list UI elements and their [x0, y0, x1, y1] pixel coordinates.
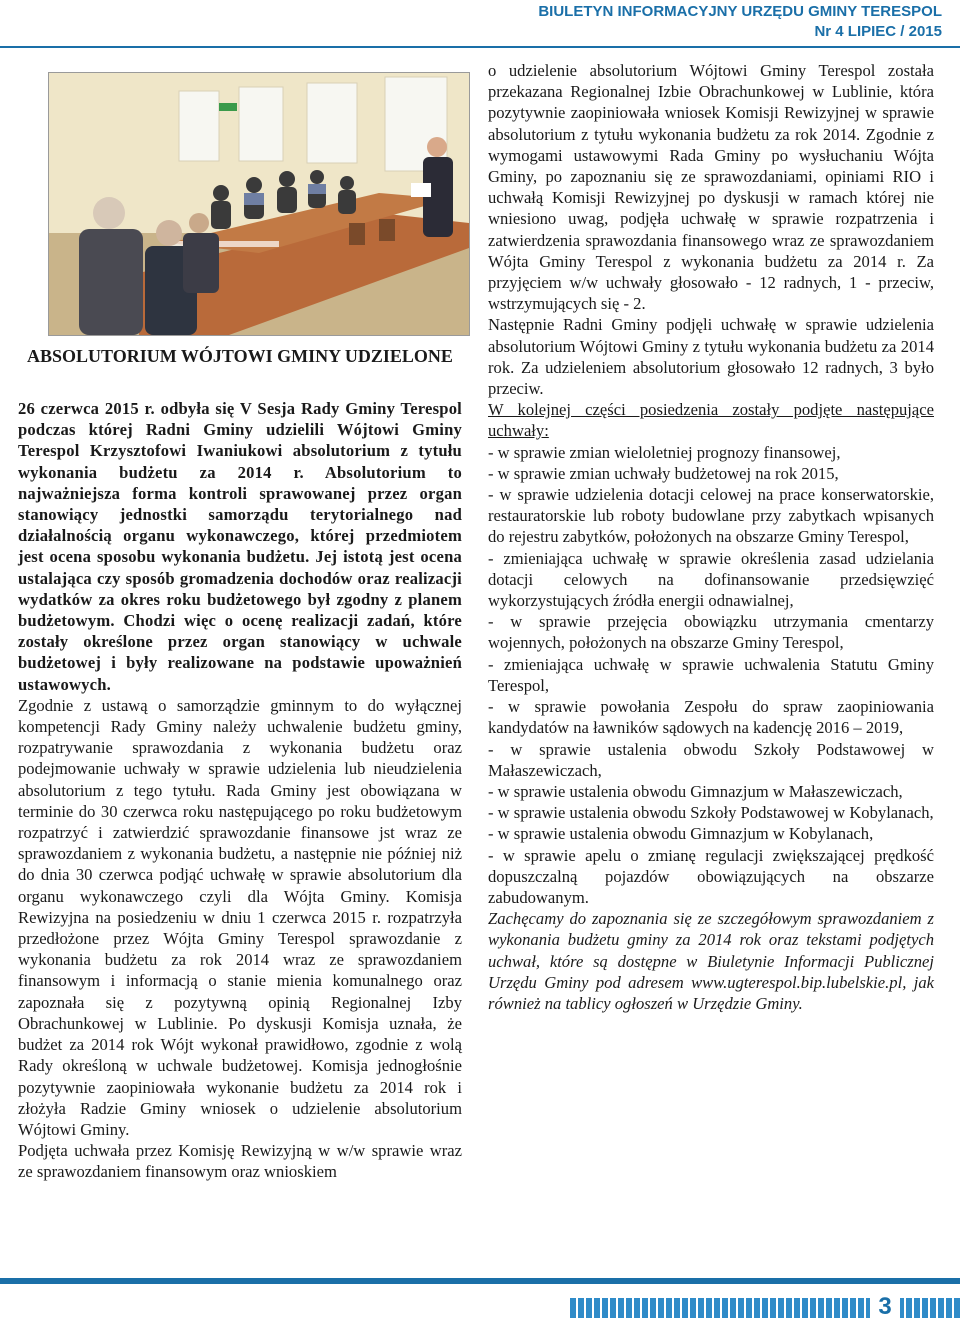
list-item: - w sprawie ustalenia obwodu Gimnazjum w Kobylanach, — [488, 824, 874, 844]
continued-paragraph: o udzielenie absolutorium Wójtowi Gminy Terespol została przekazana Regionalnej Izbie Obrachunkowej w Lublinie, która pozytywnie zaopiniowała wniosek Komisji Rewizyjnej w sprawie absolutorium z tytułu wykonania budżetu za rok 2014. Zgodnie z wymogami ustawowymi Rada Gminy po wysłuchaniu Wójta Gminy, po zapoznaniu się ze sprawozdaniami, opiniami RIO i uchwałą Komisji Rewizyjnej po dyskusji w ramach której nie wniesiono uwag, podjęła uchwałę w sprawie rozpatrzenia i zatwierdzenia sprawozdania finansowego wraz ze sprawozdaniem Wójta Gminy Terespol z wykonania budżetu za 2014 r. Za przyjęciem w/w uchwały głosowało - 12 radnych, 1 - przeciw, wstrzymujących się - 2. — [488, 61, 934, 314]
bulletin-title: BIULETYN INFORMACYJNY URZĘDU GMINY TERESPOL — [538, 3, 942, 20]
list-item: - w sprawie przejęcia obowiązku utrzymania cmentarzy wojennych, położonych na obszarze Gminy Terespol, — [488, 612, 934, 653]
footer-stripe — [570, 1298, 960, 1318]
body-paragraph-1: Zgodnie z ustawą o samorządzie gminnym to do wyłącznej kompetencji Rady Gminy należy uchwalenie budżetu gminy, rozpatrywanie sprawozdania z wykonania budżetu oraz podejmowanie uchwały w sprawie udzielenia lub nieudzielenia absolutorium z tego tytułu. Rada Gminy jest obowiązana w terminie do 30 czerwca roku następującego po roku budżetowym rozpatrzyć i zatwierdzić sprawozdanie finansowe jst wraz ze sprawozdaniem z wykonania budżetu, a następnie nie później niż do dnia 30 czerwca podjąć uchwałę w sprawie absolutorium dla organu wykonawczego czyli dla Wójta Gminy. Komisja Rewizyjna na posiedzeniu w dniu 1 czerwca 2015 r. rozpatrzyła przedłożone przez Wójta Gminy Terespol sprawozdanie z wykonania budżetu za rok 2014 wraz ze sprawozdaniem finansowym i informacją o stanie mienia komunalnego oraz zapoznała się z pozytywną opinią Regionalnej Izby Obrachunkowej w Lublinie. Po dyskusji Komisja uznała, że budżet za 2014 rok Wójt wykonał prawidłowo, zgodnie z wolą Rady określoną w uchwale budżetowej. Komisja jednogłośnie pozytywnie zaopiniowała wykonanie budżetu za 2014 rok i złożyła Radzie Gminy wniosek o udzielenie absolutorium Wójtowi Gminy. — [18, 695, 462, 1139]
list-item: - w sprawie zmian wieloletniej prognozy finansowej, — [488, 442, 841, 462]
page-number: 3 — [870, 1293, 900, 1321]
list-item: - w sprawie zmian uchwały budżetowej na rok 2015, — [488, 463, 839, 483]
resolutions-list — [488, 442, 934, 908]
session-photo — [48, 72, 470, 336]
header-rule — [0, 46, 960, 48]
list-item: - w sprawie powołania Zespołu do spraw zaopiniowania kandydatów na ławników sądowych na kadencję 2016 – 2019, — [488, 697, 934, 738]
bulletin-header — [538, 2, 942, 42]
list-item: - w sprawie ustalenia obwodu Szkoły Podstawowej w Małaszewiczach, — [488, 739, 934, 780]
closing-note: Zachęcamy do zapoznania się ze szczegółowym sprawozdaniem z wykonania budżetu gminy za 2014 rok oraz tekstami podjętych uchwał, które są dostępne w Biuletynie Informacji Publicznej Urzędu Gminy pod adresem www.ugterespol.bip.lubelskie.pl, jak również na tablicy ogłoszeń w Urzędzie Gminy. — [488, 909, 934, 1013]
absolutorium-paragraph: Następnie Radni Gminy podjęli uchwałę w sprawie udzielenia absolutorium Wójtowi Gminy z tytułu wykonania budżetu za 2014 rok. Za udzieleniem absolutorium głosowało 12 radnych, 3 było przeciw. — [488, 315, 934, 399]
right-column — [488, 60, 934, 1014]
list-item: - zmieniająca uchwałę w sprawie uchwalenia Statutu Gminy Terespol, — [488, 654, 934, 695]
footer-rule — [0, 1278, 960, 1284]
body-paragraph-2: Podjęta uchwała przez Komisję Rewizyjną w w/w sprawie wraz ze sprawozdaniem finansowym oraz wnioskiem — [18, 1141, 462, 1182]
resolutions-heading: W kolejnej części posiedzenia zostały podjęte następujące uchwały: — [488, 400, 934, 441]
list-item: - w sprawie ustalenia obwodu Szkoły Podstawowej w Kobylanach, — [488, 803, 934, 823]
list-item: - w sprawie udzielenia dotacji celowej na prace konserwatorskie, restauratorskie lub roboty budowlane przy zabytkach wpisanych do rejestru zabytków, położonych na obszarze Gminy Terespol, — [488, 485, 934, 547]
article-title: ABSOLUTORIUM WÓJTOWI GMINY UDZIELONE — [27, 346, 453, 366]
list-item: - zmieniająca uchwałę w sprawie określenia zasad udzielania dotacji celowych na dofinansowanie przedsięwzięć wykorzystujących źródła energii odnawialnej, — [488, 548, 934, 611]
list-item: - w sprawie apelu o zmianę regulacji zwiększającej prędkość dopuszczalną pojazdów obowiązujących na obszarze zabudowanym. — [488, 845, 934, 907]
issue-number: Nr 4 LIPIEC / 2015 — [814, 23, 942, 40]
left-column — [18, 345, 462, 1183]
list-item: - w sprawie ustalenia obwodu Gimnazjum w Małaszewiczach, — [488, 781, 903, 801]
lead-paragraph: 26 czerwca 2015 r. odbyła się V Sesja Rady Gminy Terespol podczas której Radni Gminy udzielili Wójtowi Gminy Terespol Krzysztofowi Iwaniukowi absolutorium z tytułu wykonania budżetu za 2014 r. Absolutorium to najważniejsza forma kontroli sprawowanej przez organ stanowiący jednostki samorządu terytorialnego nad działalnością organu wykonawczego, której przedmiotem jest ocena sposobu wykonania budżetu. Jej istotą jest ocena ustalająca czy sposób gromadzenia dochodów oraz realizacji wydatków za okres roku budżetowego był zgodny z planem budżetowym. Chodzi więc o ocenę realizacji zadań, które zostały określone przez organ stanowiący w uchwale budżetowej i były realizowane na podstawie upoważnień ustawowych. — [18, 399, 462, 694]
